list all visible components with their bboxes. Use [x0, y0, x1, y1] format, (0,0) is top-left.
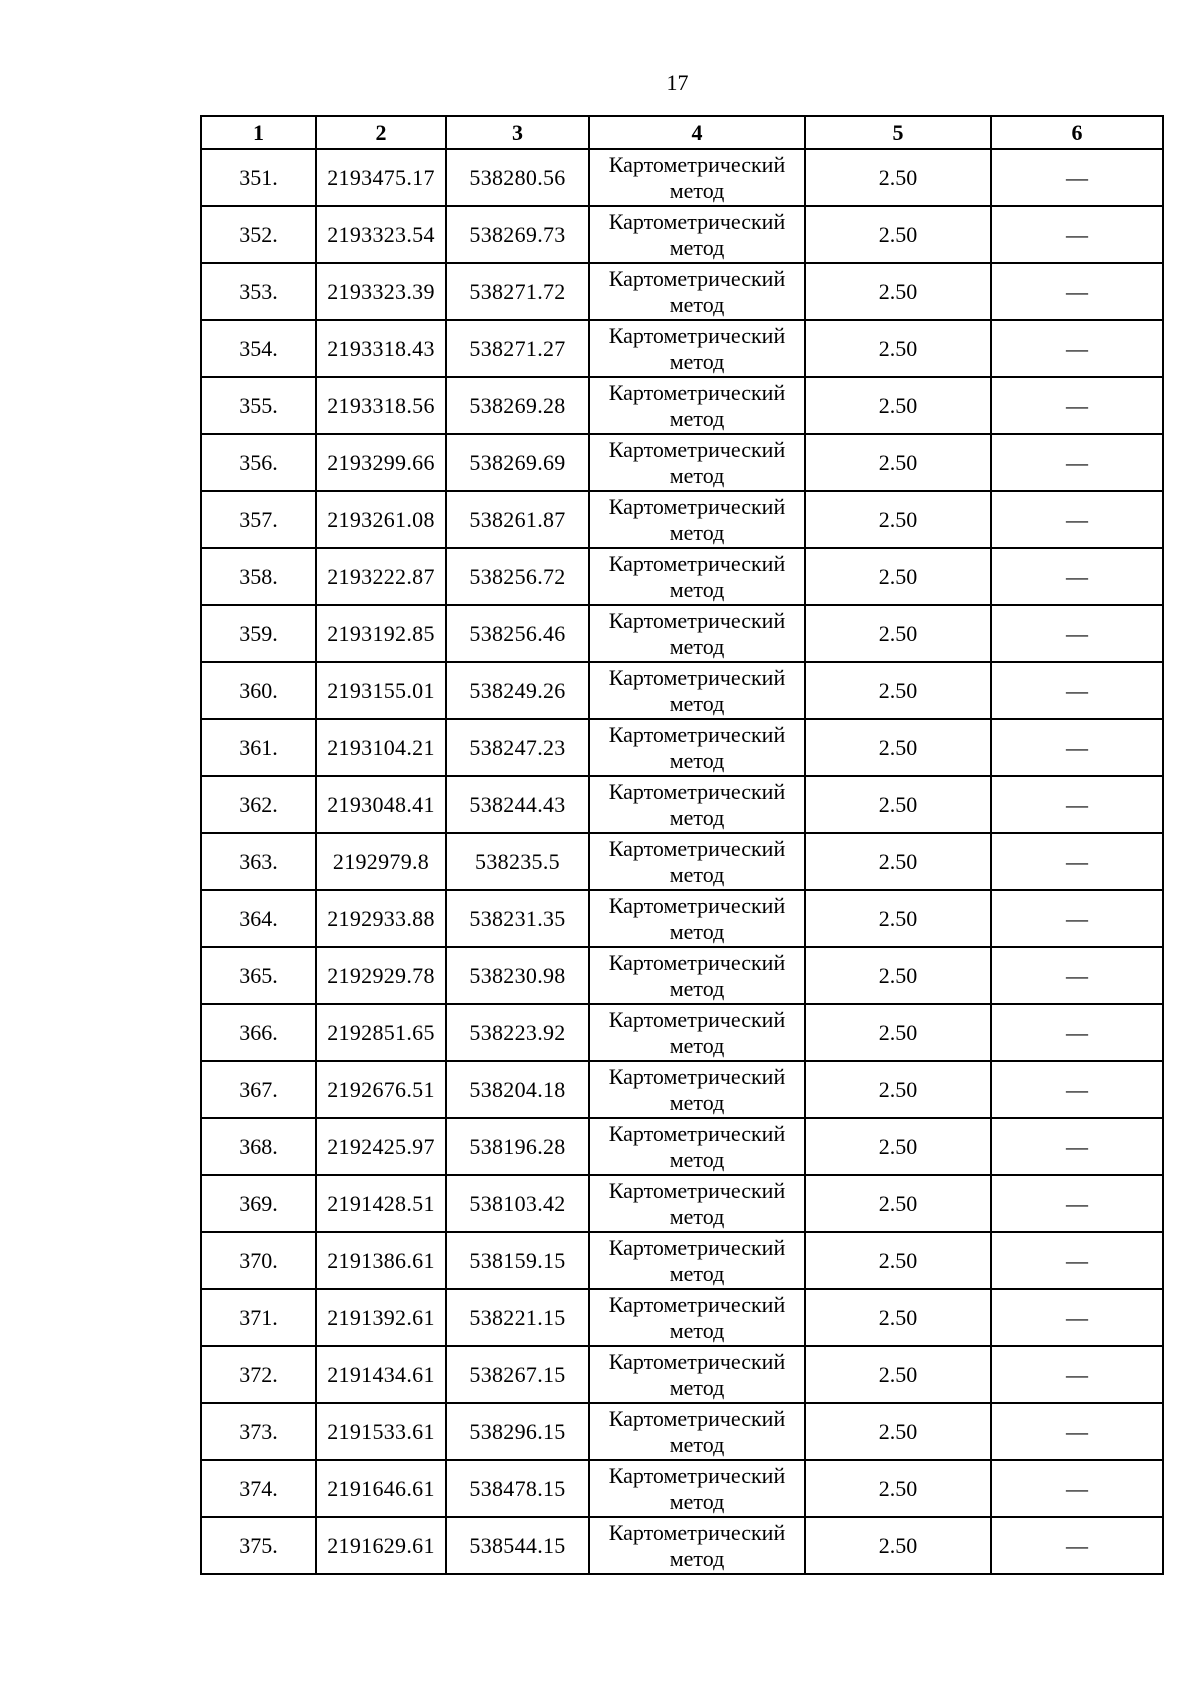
precision-cell: 2.50: [805, 1004, 991, 1061]
table-row: [201, 776, 1163, 833]
precision-cell: 2.50: [805, 1175, 991, 1232]
precision-cell: 2.50: [805, 548, 991, 605]
method-line-1: Картометрический: [608, 436, 786, 462]
x-coordinate-cell: 2191386.61: [316, 1232, 446, 1289]
x-coordinate-cell: 2192979.8: [316, 833, 446, 890]
precision-cell: 2.50: [805, 320, 991, 377]
note-dash-cell: —: [991, 776, 1163, 833]
header-cell: 2: [316, 116, 446, 149]
y-coordinate-cell: 538271.72: [446, 263, 589, 320]
header-cell: 3: [446, 116, 589, 149]
note-dash-cell: —: [991, 1232, 1163, 1289]
y-coordinate-cell: 538269.73: [446, 206, 589, 263]
precision-cell: 2.50: [805, 833, 991, 890]
table-body: [201, 149, 1163, 1574]
y-coordinate-cell: 538261.87: [446, 491, 589, 548]
method-cell: [589, 206, 805, 263]
method-cell: [589, 1517, 805, 1574]
x-coordinate-cell: 2192929.78: [316, 947, 446, 1004]
x-coordinate-cell: 2191629.61: [316, 1517, 446, 1574]
method-cell: [589, 605, 805, 662]
x-coordinate-cell: 2191646.61: [316, 1460, 446, 1517]
point-number-cell: 369.: [201, 1175, 316, 1232]
method-cell: [589, 1403, 805, 1460]
y-coordinate-cell: 538103.42: [446, 1175, 589, 1232]
point-number-cell: 372.: [201, 1346, 316, 1403]
method-line-1: Картометрический: [608, 379, 786, 405]
x-coordinate-cell: 2193318.43: [316, 320, 446, 377]
note-dash-cell: —: [991, 1004, 1163, 1061]
point-number-cell: 360.: [201, 662, 316, 719]
note-dash-cell: —: [991, 662, 1163, 719]
method-line-1: Картометрический: [608, 1063, 786, 1089]
table-row: [201, 377, 1163, 434]
method-line-2: метод: [669, 747, 725, 773]
method-line-1: Картометрический: [608, 721, 786, 747]
method-cell: [589, 149, 805, 206]
note-dash-cell: —: [991, 1118, 1163, 1175]
table-row: [201, 1175, 1163, 1232]
coordinates-table: [200, 115, 1164, 1575]
table-row: [201, 491, 1163, 548]
method-cell: [589, 491, 805, 548]
note-dash-cell: —: [991, 377, 1163, 434]
y-coordinate-cell: 538235.5: [446, 833, 589, 890]
table-row: [201, 1289, 1163, 1346]
y-coordinate-cell: 538159.15: [446, 1232, 589, 1289]
method-line-2: метод: [669, 1431, 725, 1457]
method-cell: [589, 320, 805, 377]
header-cell: 4: [589, 116, 805, 149]
note-dash-cell: —: [991, 605, 1163, 662]
method-line-2: метод: [669, 1545, 725, 1571]
method-line-2: метод: [669, 291, 725, 317]
method-line-1: Картометрический: [608, 550, 786, 576]
y-coordinate-cell: 538230.98: [446, 947, 589, 1004]
precision-cell: 2.50: [805, 1460, 991, 1517]
precision-cell: 2.50: [805, 947, 991, 1004]
y-coordinate-cell: 538269.28: [446, 377, 589, 434]
note-dash-cell: —: [991, 263, 1163, 320]
method-line-2: метод: [669, 1260, 725, 1286]
note-dash-cell: —: [991, 1403, 1163, 1460]
note-dash-cell: —: [991, 890, 1163, 947]
method-line-1: Картометрический: [608, 1462, 786, 1488]
table-header-row: [201, 116, 1163, 149]
method-line-2: метод: [669, 576, 725, 602]
x-coordinate-cell: 2193222.87: [316, 548, 446, 605]
method-cell: [589, 377, 805, 434]
x-coordinate-cell: 2192676.51: [316, 1061, 446, 1118]
precision-cell: 2.50: [805, 719, 991, 776]
page-number: 17: [666, 70, 689, 95]
y-coordinate-cell: 538256.46: [446, 605, 589, 662]
note-dash-cell: —: [991, 548, 1163, 605]
method-line-1: Картометрический: [608, 664, 786, 690]
point-number-cell: 368.: [201, 1118, 316, 1175]
x-coordinate-cell: 2192933.88: [316, 890, 446, 947]
note-dash-cell: —: [991, 320, 1163, 377]
method-line-2: метод: [669, 234, 725, 260]
point-number-cell: 358.: [201, 548, 316, 605]
method-line-1: Картометрический: [608, 778, 786, 804]
y-coordinate-cell: 538256.72: [446, 548, 589, 605]
y-coordinate-cell: 538221.15: [446, 1289, 589, 1346]
table-row: [201, 605, 1163, 662]
y-coordinate-cell: 538269.69: [446, 434, 589, 491]
method-line-1: Картометрический: [608, 493, 786, 519]
table-row: [201, 719, 1163, 776]
method-cell: [589, 1460, 805, 1517]
table-row: [201, 1061, 1163, 1118]
method-line-1: Картометрический: [608, 1120, 786, 1146]
precision-cell: 2.50: [805, 662, 991, 719]
precision-cell: 2.50: [805, 206, 991, 263]
y-coordinate-cell: 538544.15: [446, 1517, 589, 1574]
method-line-1: Картометрический: [608, 1177, 786, 1203]
method-line-1: Картометрический: [608, 1405, 786, 1431]
method-line-2: метод: [669, 1374, 725, 1400]
precision-cell: 2.50: [805, 1289, 991, 1346]
point-number-cell: 367.: [201, 1061, 316, 1118]
method-line-2: метод: [669, 804, 725, 830]
method-cell: [589, 1175, 805, 1232]
header-cell: 5: [805, 116, 991, 149]
point-number-cell: 351.: [201, 149, 316, 206]
method-cell: [589, 947, 805, 1004]
y-coordinate-cell: 538280.56: [446, 149, 589, 206]
table-row: [201, 320, 1163, 377]
x-coordinate-cell: 2193318.56: [316, 377, 446, 434]
x-coordinate-cell: 2192425.97: [316, 1118, 446, 1175]
method-line-2: метод: [669, 177, 725, 203]
y-coordinate-cell: 538244.43: [446, 776, 589, 833]
note-dash-cell: —: [991, 833, 1163, 890]
y-coordinate-cell: 538267.15: [446, 1346, 589, 1403]
precision-cell: 2.50: [805, 1061, 991, 1118]
x-coordinate-cell: 2193104.21: [316, 719, 446, 776]
note-dash-cell: —: [991, 947, 1163, 1004]
table-row: [201, 206, 1163, 263]
precision-cell: 2.50: [805, 1346, 991, 1403]
point-number-cell: 370.: [201, 1232, 316, 1289]
note-dash-cell: —: [991, 1175, 1163, 1232]
point-number-cell: 355.: [201, 377, 316, 434]
table-row: [201, 263, 1163, 320]
table-row: [201, 890, 1163, 947]
header-cell: 1: [201, 116, 316, 149]
table-row: [201, 833, 1163, 890]
method-line-2: метод: [669, 975, 725, 1001]
point-number-cell: 353.: [201, 263, 316, 320]
precision-cell: 2.50: [805, 1403, 991, 1460]
table-row: [201, 548, 1163, 605]
method-cell: [589, 548, 805, 605]
x-coordinate-cell: 2193323.54: [316, 206, 446, 263]
method-line-1: Картометрический: [608, 265, 786, 291]
table-row: [201, 1118, 1163, 1175]
y-coordinate-cell: 538478.15: [446, 1460, 589, 1517]
note-dash-cell: —: [991, 491, 1163, 548]
point-number-cell: 366.: [201, 1004, 316, 1061]
method-line-2: метод: [669, 405, 725, 431]
precision-cell: 2.50: [805, 263, 991, 320]
x-coordinate-cell: 2191428.51: [316, 1175, 446, 1232]
y-coordinate-cell: 538247.23: [446, 719, 589, 776]
method-cell: [589, 434, 805, 491]
precision-cell: 2.50: [805, 605, 991, 662]
x-coordinate-cell: 2193192.85: [316, 605, 446, 662]
y-coordinate-cell: 538296.15: [446, 1403, 589, 1460]
point-number-cell: 363.: [201, 833, 316, 890]
precision-cell: 2.50: [805, 1517, 991, 1574]
point-number-cell: 356.: [201, 434, 316, 491]
method-cell: [589, 1289, 805, 1346]
y-coordinate-cell: 538204.18: [446, 1061, 589, 1118]
method-line-2: метод: [669, 918, 725, 944]
point-number-cell: 371.: [201, 1289, 316, 1346]
method-line-2: метод: [669, 1089, 725, 1115]
table-row: [201, 149, 1163, 206]
method-line-2: метод: [669, 1032, 725, 1058]
x-coordinate-cell: 2193048.41: [316, 776, 446, 833]
method-cell: [589, 1004, 805, 1061]
method-line-1: Картометрический: [608, 835, 786, 861]
table-row: [201, 1232, 1163, 1289]
note-dash-cell: —: [991, 719, 1163, 776]
y-coordinate-cell: 538223.92: [446, 1004, 589, 1061]
method-line-2: метод: [669, 633, 725, 659]
header-cell: 6: [991, 116, 1163, 149]
table-row: [201, 1460, 1163, 1517]
precision-cell: 2.50: [805, 1118, 991, 1175]
point-number-cell: 352.: [201, 206, 316, 263]
precision-cell: 2.50: [805, 434, 991, 491]
point-number-cell: 359.: [201, 605, 316, 662]
note-dash-cell: —: [991, 1346, 1163, 1403]
method-line-1: Картометрический: [608, 1234, 786, 1260]
method-line-1: Картометрический: [608, 949, 786, 975]
point-number-cell: 374.: [201, 1460, 316, 1517]
method-line-2: метод: [669, 462, 725, 488]
table-row: [201, 1004, 1163, 1061]
y-coordinate-cell: 538271.27: [446, 320, 589, 377]
method-cell: [589, 1118, 805, 1175]
table-row: [201, 1346, 1163, 1403]
method-line-1: Картометрический: [608, 1348, 786, 1374]
table-row: [201, 1517, 1163, 1574]
point-number-cell: 354.: [201, 320, 316, 377]
note-dash-cell: —: [991, 1289, 1163, 1346]
x-coordinate-cell: 2191434.61: [316, 1346, 446, 1403]
note-dash-cell: —: [991, 1061, 1163, 1118]
y-coordinate-cell: 538249.26: [446, 662, 589, 719]
table-row: [201, 434, 1163, 491]
method-line-2: метод: [669, 1317, 725, 1343]
method-line-1: Картометрический: [608, 1291, 786, 1317]
point-number-cell: 365.: [201, 947, 316, 1004]
table-row: [201, 662, 1163, 719]
y-coordinate-cell: 538196.28: [446, 1118, 589, 1175]
method-cell: [589, 662, 805, 719]
method-cell: [589, 890, 805, 947]
table-row: [201, 1403, 1163, 1460]
method-line-2: метод: [669, 861, 725, 887]
point-number-cell: 357.: [201, 491, 316, 548]
method-line-1: Картометрический: [608, 892, 786, 918]
method-line-1: Картометрический: [608, 322, 786, 348]
x-coordinate-cell: 2193155.01: [316, 662, 446, 719]
method-line-1: Картометрический: [608, 607, 786, 633]
table-row: [201, 947, 1163, 1004]
method-line-2: метод: [669, 1488, 725, 1514]
x-coordinate-cell: 2193261.08: [316, 491, 446, 548]
y-coordinate-cell: 538231.35: [446, 890, 589, 947]
point-number-cell: 361.: [201, 719, 316, 776]
method-cell: [589, 719, 805, 776]
precision-cell: 2.50: [805, 491, 991, 548]
method-cell: [589, 776, 805, 833]
point-number-cell: 364.: [201, 890, 316, 947]
precision-cell: 2.50: [805, 149, 991, 206]
point-number-cell: 362.: [201, 776, 316, 833]
method-cell: [589, 263, 805, 320]
note-dash-cell: —: [991, 1460, 1163, 1517]
precision-cell: 2.50: [805, 377, 991, 434]
note-dash-cell: —: [991, 1517, 1163, 1574]
x-coordinate-cell: 2191392.61: [316, 1289, 446, 1346]
method-cell: [589, 1061, 805, 1118]
method-line-1: Картометрический: [608, 1006, 786, 1032]
method-line-2: метод: [669, 690, 725, 716]
x-coordinate-cell: 2191533.61: [316, 1403, 446, 1460]
method-line-2: метод: [669, 1203, 725, 1229]
x-coordinate-cell: 2192851.65: [316, 1004, 446, 1061]
method-line-2: метод: [669, 519, 725, 545]
method-cell: [589, 1232, 805, 1289]
method-line-1: Картометрический: [608, 1519, 786, 1545]
precision-cell: 2.50: [805, 776, 991, 833]
note-dash-cell: —: [991, 434, 1163, 491]
precision-cell: 2.50: [805, 1232, 991, 1289]
x-coordinate-cell: 2193299.66: [316, 434, 446, 491]
method-line-1: Картометрический: [608, 208, 786, 234]
precision-cell: 2.50: [805, 890, 991, 947]
x-coordinate-cell: 2193323.39: [316, 263, 446, 320]
note-dash-cell: —: [991, 206, 1163, 263]
point-number-cell: 373.: [201, 1403, 316, 1460]
x-coordinate-cell: 2193475.17: [316, 149, 446, 206]
note-dash-cell: —: [991, 149, 1163, 206]
point-number-cell: 375.: [201, 1517, 316, 1574]
method-line-2: метод: [669, 1146, 725, 1172]
method-line-1: Картометрический: [608, 151, 786, 177]
method-cell: [589, 1346, 805, 1403]
method-line-2: метод: [669, 348, 725, 374]
method-cell: [589, 833, 805, 890]
